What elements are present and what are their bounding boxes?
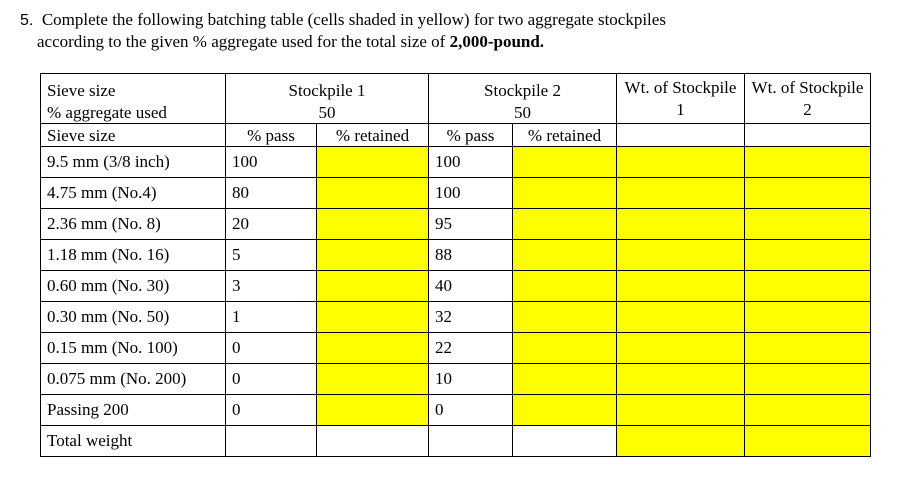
- header-row-3: [41, 124, 871, 147]
- wt-stockpile-1-cell[interactable]: [617, 271, 745, 302]
- wt-stockpile-2-cell[interactable]: [745, 364, 871, 395]
- pct-pass-2-cell: 22: [429, 333, 513, 364]
- wt-stockpile-1-cell[interactable]: [617, 302, 745, 333]
- header-pct-aggregate-used: % aggregate used: [41, 101, 226, 124]
- pct-pass-2-cell: 100: [429, 147, 513, 178]
- wt-stockpile-2-cell[interactable]: [745, 178, 871, 209]
- header-sieve-size-2: Sieve size: [41, 124, 226, 147]
- wt-stockpile-1-cell[interactable]: [617, 240, 745, 271]
- table-row: [41, 178, 871, 209]
- pct-retained-2-cell[interactable]: [513, 302, 617, 333]
- pct-retained-2-cell[interactable]: [513, 147, 617, 178]
- sieve-size-cell: 0.30 mm (No. 50): [41, 302, 226, 333]
- wt-stockpile-1-cell[interactable]: [617, 364, 745, 395]
- header-stockpile-1: Stockpile 1: [226, 74, 429, 102]
- sieve-size-cell: 1.18 mm (No. 16): [41, 240, 226, 271]
- pct-retained-1-cell[interactable]: [317, 240, 429, 271]
- pct-retained-1-cell[interactable]: [317, 178, 429, 209]
- question-line-2-text: according to the given % aggregate used for the total size of: [37, 32, 450, 51]
- header-wt-stockpile-1: Wt. of Stockpile 1: [617, 74, 745, 124]
- pct-pass-1-cell: 0: [226, 395, 317, 426]
- stockpile-1-pct-used: 50: [226, 101, 429, 124]
- pct-retained-2-cell[interactable]: [513, 364, 617, 395]
- header-pct-pass-1: % pass: [226, 124, 317, 147]
- question-line-1-text: Complete the following batching table (cells shaded in yellow) for two aggregate stockpiles: [41, 10, 666, 29]
- wt-stockpile-1-cell[interactable]: [617, 333, 745, 364]
- table-row: [41, 271, 871, 302]
- header-sieve-size: Sieve size: [41, 74, 226, 102]
- pct-retained-1-cell[interactable]: [317, 333, 429, 364]
- pct-pass-2-cell: 100: [429, 178, 513, 209]
- table-row: [41, 240, 871, 271]
- wt-stockpile-2-cell[interactable]: [745, 395, 871, 426]
- table-row: [41, 333, 871, 364]
- header-pct-pass-2: % pass: [429, 124, 513, 147]
- total-weight-row: [41, 426, 871, 457]
- total-wt-stockpile-2-cell[interactable]: [745, 426, 871, 457]
- pct-retained-1-cell[interactable]: [317, 209, 429, 240]
- pct-retained-2-cell[interactable]: [513, 271, 617, 302]
- wt-stockpile-2-cell[interactable]: [745, 240, 871, 271]
- header-pct-retained-1: % retained: [317, 124, 429, 147]
- pct-pass-1-cell: 5: [226, 240, 317, 271]
- pct-pass-1-cell: 80: [226, 178, 317, 209]
- pct-pass-1-cell: 1: [226, 302, 317, 333]
- header-row-1: [41, 74, 871, 102]
- wt-stockpile-2-cell[interactable]: [745, 271, 871, 302]
- wt-stockpile-1-cell[interactable]: [617, 209, 745, 240]
- wt-stockpile-1-cell[interactable]: [617, 147, 745, 178]
- pct-retained-1-cell[interactable]: [317, 302, 429, 333]
- pct-pass-1-cell: 0: [226, 333, 317, 364]
- pct-pass-2-cell: 40: [429, 271, 513, 302]
- total-empty-4: [513, 426, 617, 457]
- pct-retained-1-cell[interactable]: [317, 147, 429, 178]
- wt-stockpile-2-cell[interactable]: [745, 302, 871, 333]
- header-stockpile-2: Stockpile 2: [429, 74, 617, 102]
- table-row: [41, 302, 871, 333]
- table-row: [41, 209, 871, 240]
- header-empty-wt-1: [617, 124, 745, 147]
- total-wt-stockpile-1-cell[interactable]: [617, 426, 745, 457]
- pct-pass-2-cell: 88: [429, 240, 513, 271]
- pct-pass-1-cell: 3: [226, 271, 317, 302]
- pct-pass-2-cell: 32: [429, 302, 513, 333]
- pct-retained-2-cell[interactable]: [513, 333, 617, 364]
- stockpile-2-pct-used: 50: [429, 101, 617, 124]
- pct-pass-2-cell: 0: [429, 395, 513, 426]
- total-empty-2: [317, 426, 429, 457]
- wt-stockpile-1-cell[interactable]: [617, 395, 745, 426]
- pct-retained-1-cell[interactable]: [317, 271, 429, 302]
- sieve-size-cell: 0.15 mm (No. 100): [41, 333, 226, 364]
- pct-pass-2-cell: 95: [429, 209, 513, 240]
- pct-pass-2-cell: 10: [429, 364, 513, 395]
- pct-retained-2-cell[interactable]: [513, 209, 617, 240]
- table-row: [41, 395, 871, 426]
- wt-stockpile-2-cell[interactable]: [745, 147, 871, 178]
- wt-stockpile-1-cell[interactable]: [617, 178, 745, 209]
- header-pct-retained-2: % retained: [513, 124, 617, 147]
- question-number: 5.: [20, 12, 34, 29]
- pct-retained-2-cell[interactable]: [513, 395, 617, 426]
- pct-pass-1-cell: 0: [226, 364, 317, 395]
- sieve-size-cell: Passing 200: [41, 395, 226, 426]
- pct-retained-1-cell[interactable]: [317, 364, 429, 395]
- sieve-size-cell: 0.075 mm (No. 200): [41, 364, 226, 395]
- sieve-size-cell: 4.75 mm (No.4): [41, 178, 226, 209]
- batching-table: [40, 73, 871, 457]
- sieve-size-cell: 9.5 mm (3/8 inch): [41, 147, 226, 178]
- header-wt-stockpile-2: Wt. of Stockpile 2: [745, 74, 871, 124]
- pct-retained-2-cell[interactable]: [513, 240, 617, 271]
- total-empty-3: [429, 426, 513, 457]
- wt-stockpile-2-cell[interactable]: [745, 333, 871, 364]
- question-text: [20, 9, 880, 52]
- header-empty-wt-2: [745, 124, 871, 147]
- question-line-1: [20, 9, 880, 31]
- pct-retained-2-cell[interactable]: [513, 178, 617, 209]
- total-weight-label: Total weight: [41, 426, 226, 457]
- wt-stockpile-2-cell[interactable]: [745, 209, 871, 240]
- sieve-size-cell: 2.36 mm (No. 8): [41, 209, 226, 240]
- question-total-size: 2,000-pound.: [449, 32, 545, 51]
- sieve-size-cell: 0.60 mm (No. 30): [41, 271, 226, 302]
- question-line-2: [20, 31, 880, 52]
- table-row: [41, 147, 871, 178]
- table-row: [41, 364, 871, 395]
- pct-pass-1-cell: 20: [226, 209, 317, 240]
- total-empty-1: [226, 426, 317, 457]
- pct-retained-1-cell[interactable]: [317, 395, 429, 426]
- pct-pass-1-cell: 100: [226, 147, 317, 178]
